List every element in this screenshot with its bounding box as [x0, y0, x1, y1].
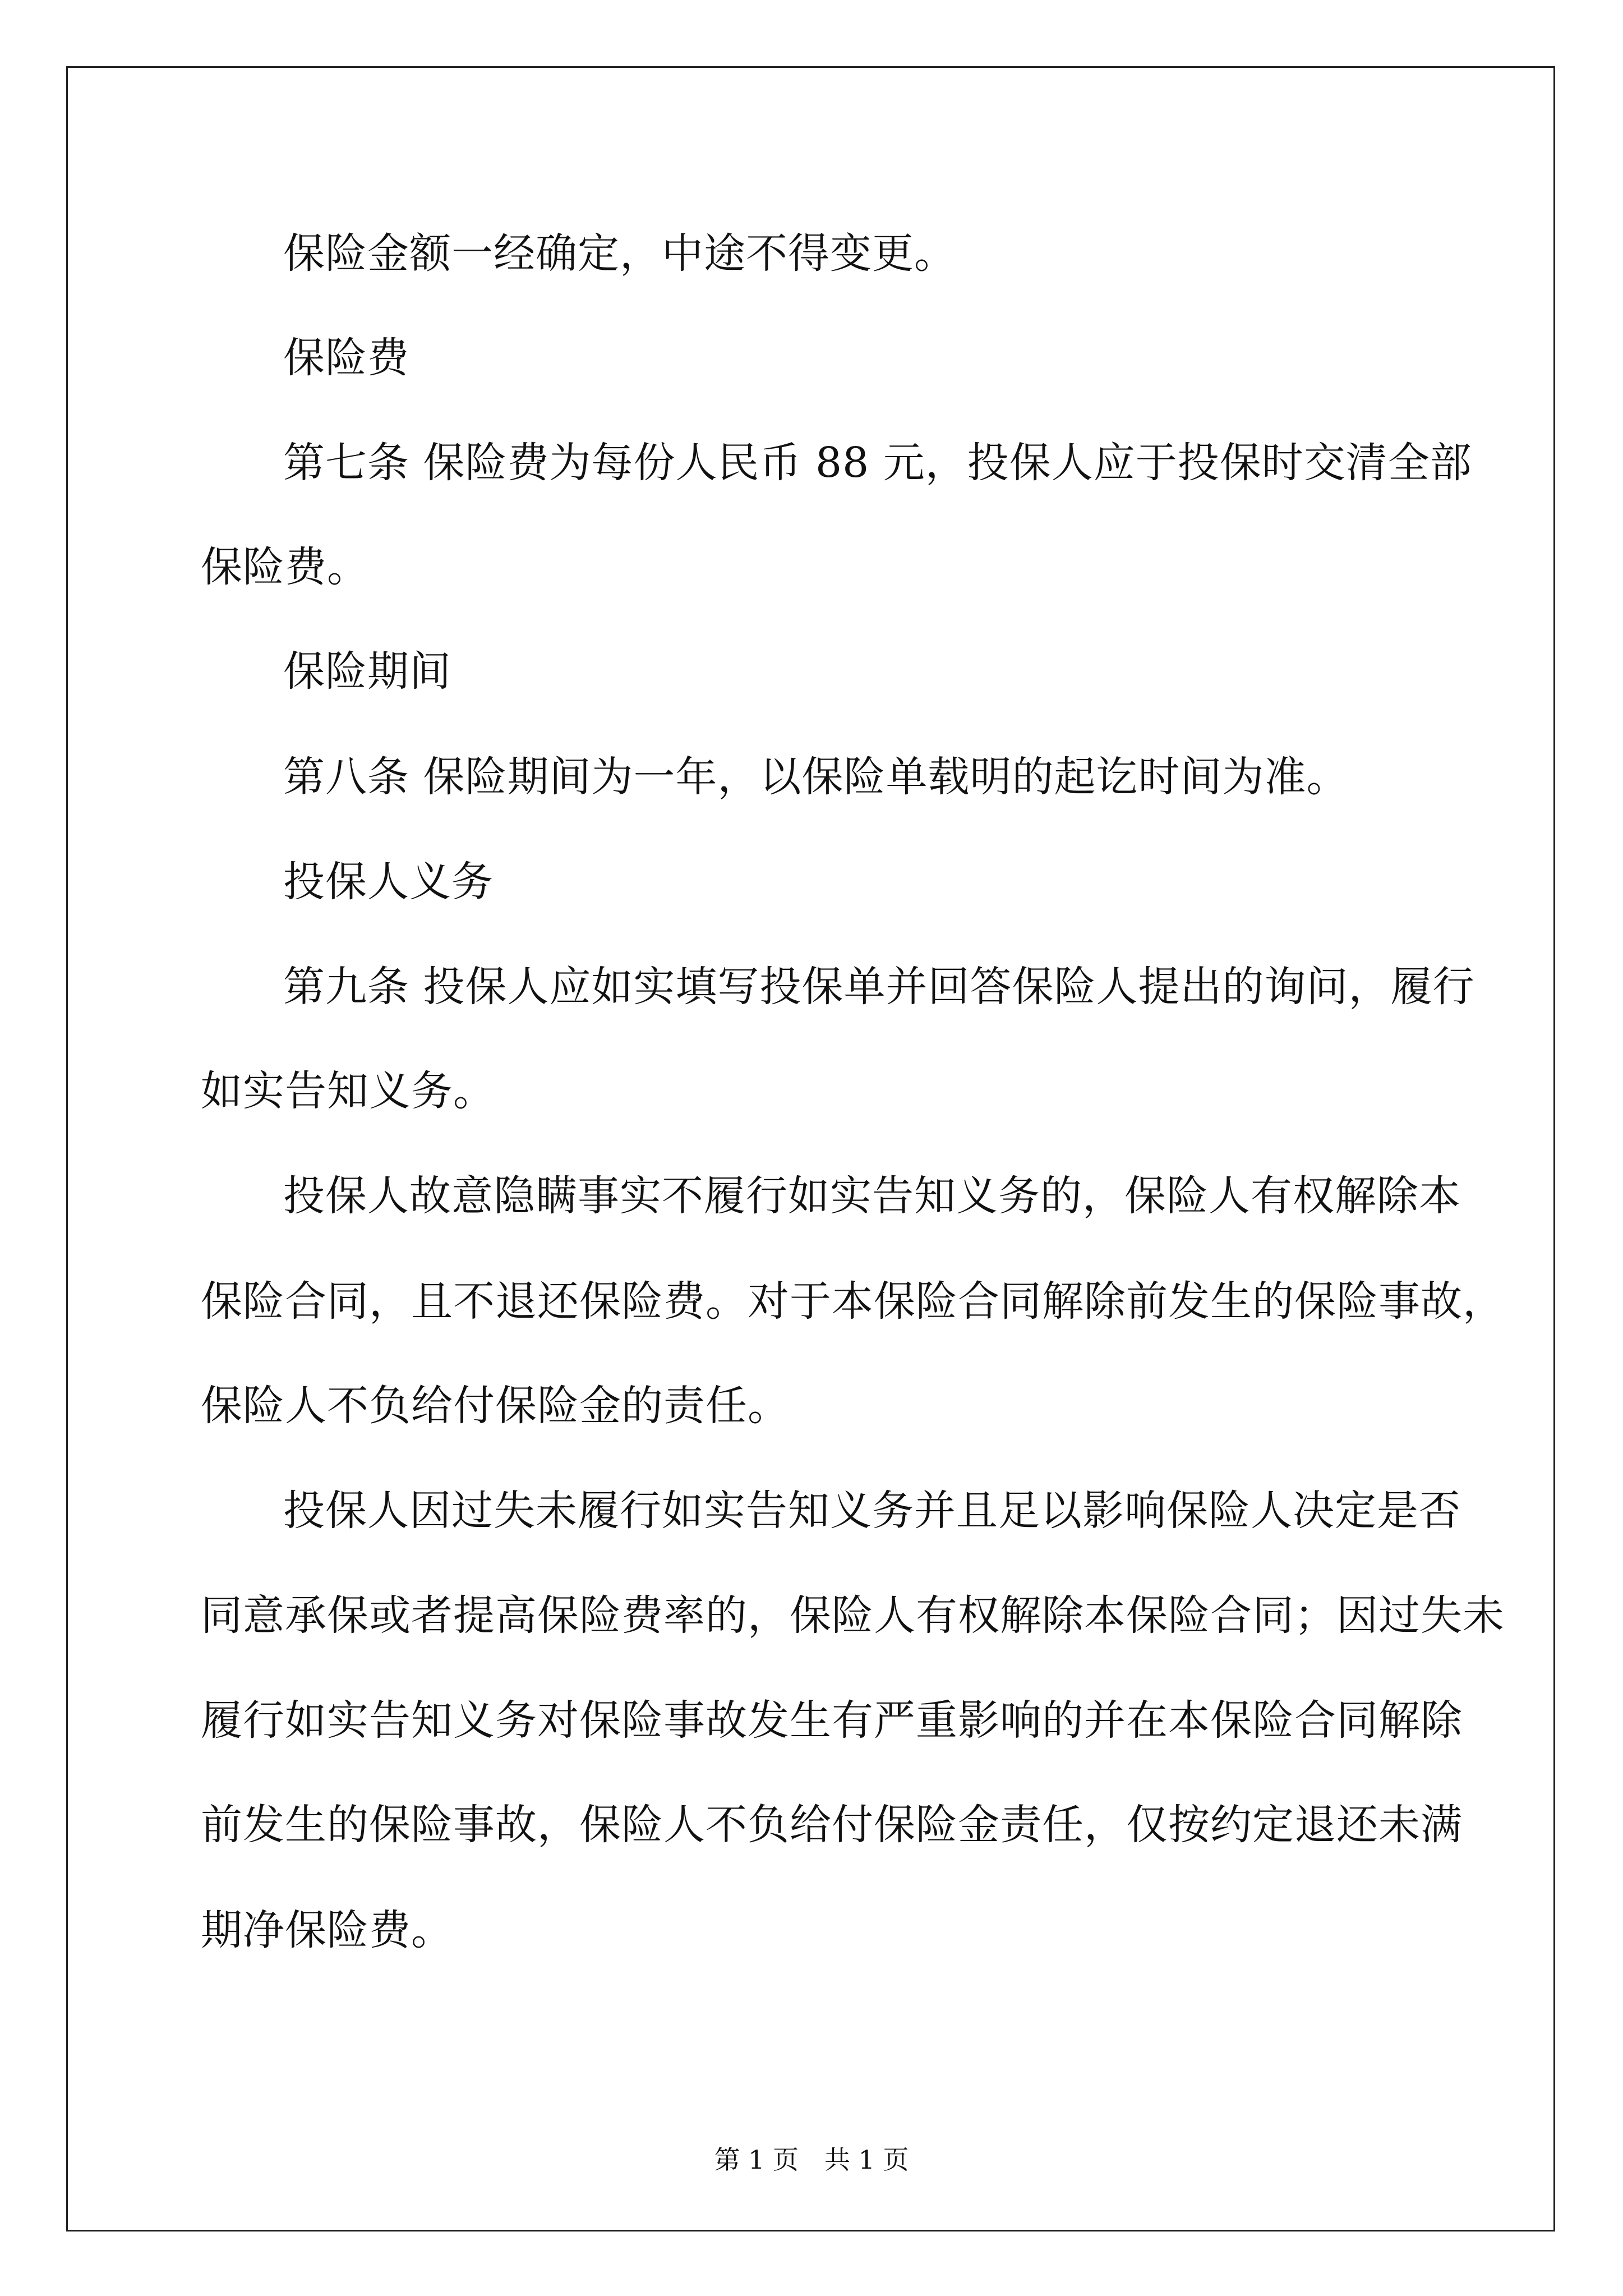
section-heading-premium: 保险费: [283, 334, 409, 382]
section-heading-period: 保险期间: [283, 647, 451, 696]
paragraph-line: 第九条 投保人应如实填写投保单并回答保险人提出的询问，履行: [283, 963, 1475, 1011]
paragraph-line: 如实告知义务。: [201, 1067, 495, 1115]
page-number-footer: 第 1 页 共 1 页: [714, 2145, 909, 2175]
paragraph-line: 保险人不负给付保险金的责任。: [201, 1382, 790, 1430]
paragraph-line: 履行如实告知义务对保险事故发生有严重影响的并在本保险合同解除: [201, 1696, 1463, 1745]
paragraph-line: 同意承保或者提高保险费率的，保险人有权解除本保险合同；因过失未: [201, 1591, 1505, 1640]
paragraph-line: 保险合同，且不退还保险费。对于本保险合同解除前发生的保险事故，: [201, 1277, 1505, 1326]
paragraph-line: 保险费。: [201, 543, 369, 591]
paragraph-line: 保险金额一经确定，中途不得变更。: [283, 229, 956, 278]
paragraph-line: 期净保险费。: [201, 1906, 453, 1954]
paragraph-line: 第七条 保险费为每份人民币 88 元，投保人应于投保时交清全部: [283, 439, 1472, 487]
paragraph-line: 投保人故意隐瞒事实不履行如实告知义务的，保险人有权解除本: [283, 1172, 1461, 1220]
paragraph-line: 前发生的保险事故，保险人不负给付保险金责任，仅按约定退还未满: [201, 1801, 1463, 1849]
paragraph-line: 第八条 保险期间为一年，以保险单载明的起讫时间为准。: [283, 753, 1349, 801]
section-heading-obligations: 投保人义务: [283, 858, 494, 906]
paragraph-line: 投保人因过失未履行如实告知义务并且足以影响保险人决定是否: [283, 1487, 1461, 1535]
